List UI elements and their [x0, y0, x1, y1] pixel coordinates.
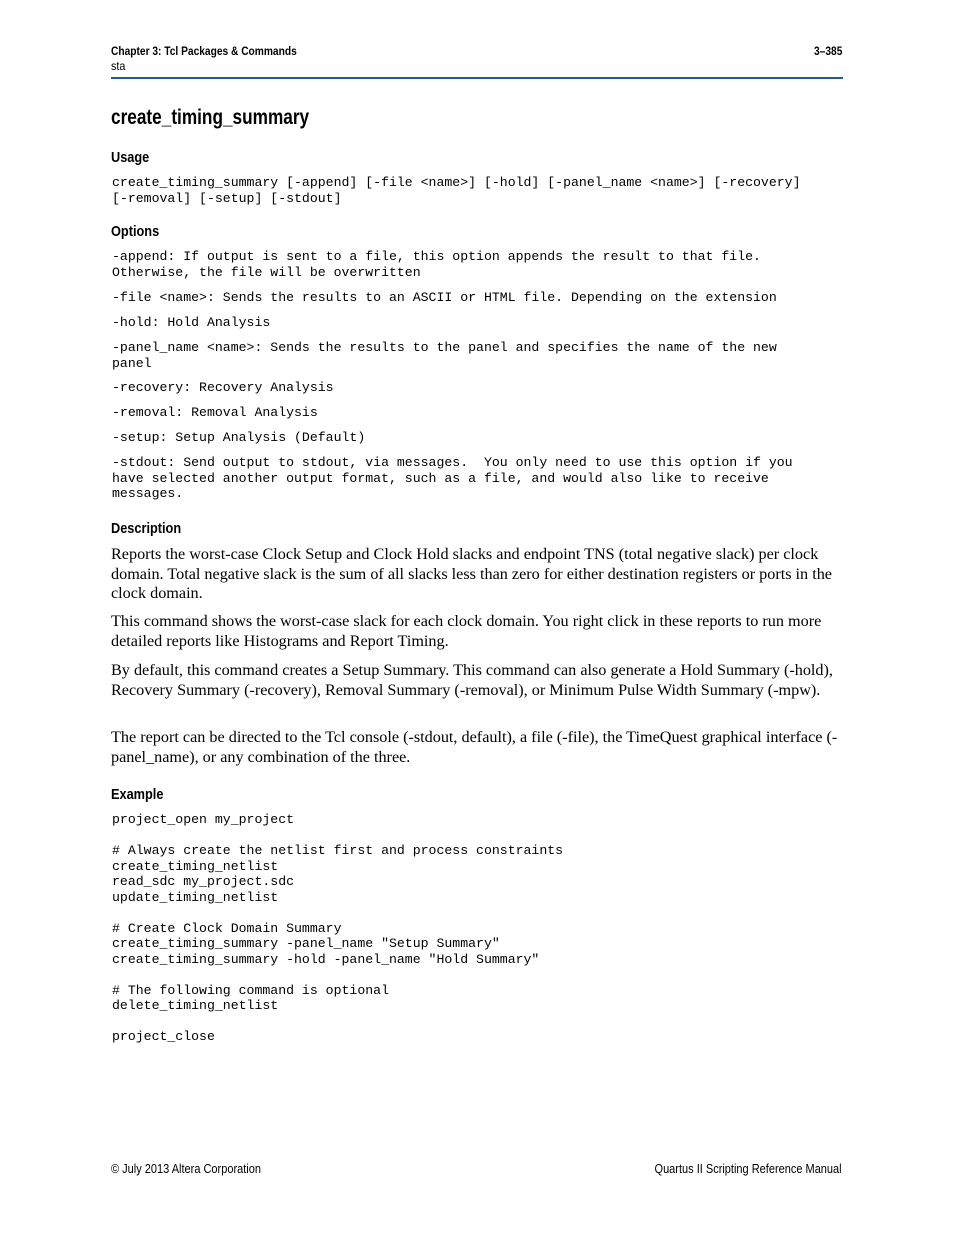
option-setup: [112, 430, 365, 446]
option-line: -removal: Removal Analysis: [112, 405, 318, 420]
description-paragraph: This command shows the worst-case slack for each clock domain. You right click in these reports to run more detailed reports like Histograms and Report Timing.: [111, 612, 822, 650]
option-line: -setup: Setup Analysis (Default): [112, 430, 366, 445]
description-heading: Description: [111, 520, 182, 537]
page-title: create_timing_summary: [111, 106, 310, 129]
option-panel-name: [112, 340, 777, 371]
option-line: -recovery: Recovery Analysis: [112, 380, 334, 395]
footer-copyright: © July 2013 Altera Corporation: [111, 1162, 261, 1176]
usage-heading: Usage: [111, 149, 150, 166]
chapter-header: Chapter 3: Tcl Packages & Commands: [111, 44, 297, 58]
option-file: [112, 290, 777, 306]
option-line: -file <name>: Sends the results to an ASCII or HTML file. Depending on the extension: [112, 290, 777, 305]
option-recovery: [112, 380, 334, 396]
description-paragraph: By default, this command creates a Setup Summary. This command can also generate a Hold Summary (-hold), Recovery Summary (-recovery), Removal Summary (-removal), or Minimum Pulse Width Summary (-mpw).: [111, 661, 833, 699]
header-rule: [111, 77, 843, 79]
option-line: panel: [112, 355, 152, 371]
example-heading: Example: [111, 786, 164, 803]
footer-manual-title: Quartus II Scripting Reference Manual: [654, 1162, 842, 1176]
option-line: -stdout: Send output to stdout, via messages. You only need to use this option if you: [112, 455, 793, 470]
usage-line: [-removal] [-setup] [-stdout]: [112, 190, 342, 206]
description-paragraph: The report can be directed to the Tcl console (-stdout, default), a file (-file), the TimeQuest graphical interface (-panel_name), or any combination of the three.: [111, 728, 838, 766]
option-stdout: [112, 455, 793, 502]
usage-block: [112, 175, 801, 206]
page-number: 3–385: [813, 44, 842, 58]
option-line: -append: If output is sent to a file, this option appends the result to that file.: [112, 249, 761, 264]
example-code: project_open my_project # Always create the netlist first and process constraints create_timing_netlist read_sdc my_project.sdc update_timing_netlist # Create Clock Domain Summary create_timing_summary -panel_name "Setup Summary" create_timing_summary -hold -panel_name "Hold Summary" # The following command is optional delete_timing_netlist project_close: [112, 812, 564, 1044]
usage-line: create_timing_summary [-append] [-file <name>] [-hold] [-panel_name <name>] [-recovery]: [112, 175, 801, 190]
option-line: -hold: Hold Analysis: [112, 315, 271, 330]
option-line: messages.: [112, 486, 184, 501]
option-line: -panel_name <name>: Sends the results to the panel and specifies the name of the new: [112, 340, 777, 355]
option-append: [112, 249, 761, 280]
option-line: have selected another output format, such as a file, and would also like to receive: [112, 470, 769, 486]
option-line: Otherwise, the file will be overwritten: [112, 264, 421, 280]
package-label: sta: [111, 59, 126, 73]
option-hold: [112, 315, 270, 331]
option-removal: [112, 405, 318, 421]
description-paragraph: Reports the worst-case Clock Setup and Clock Hold slacks and endpoint TNS (total negative slack) per clock domain. Total negative slack is the sum of all slacks less than zero for either destination registers or ports in the clock domain.: [111, 545, 832, 602]
options-heading: Options: [111, 223, 160, 240]
